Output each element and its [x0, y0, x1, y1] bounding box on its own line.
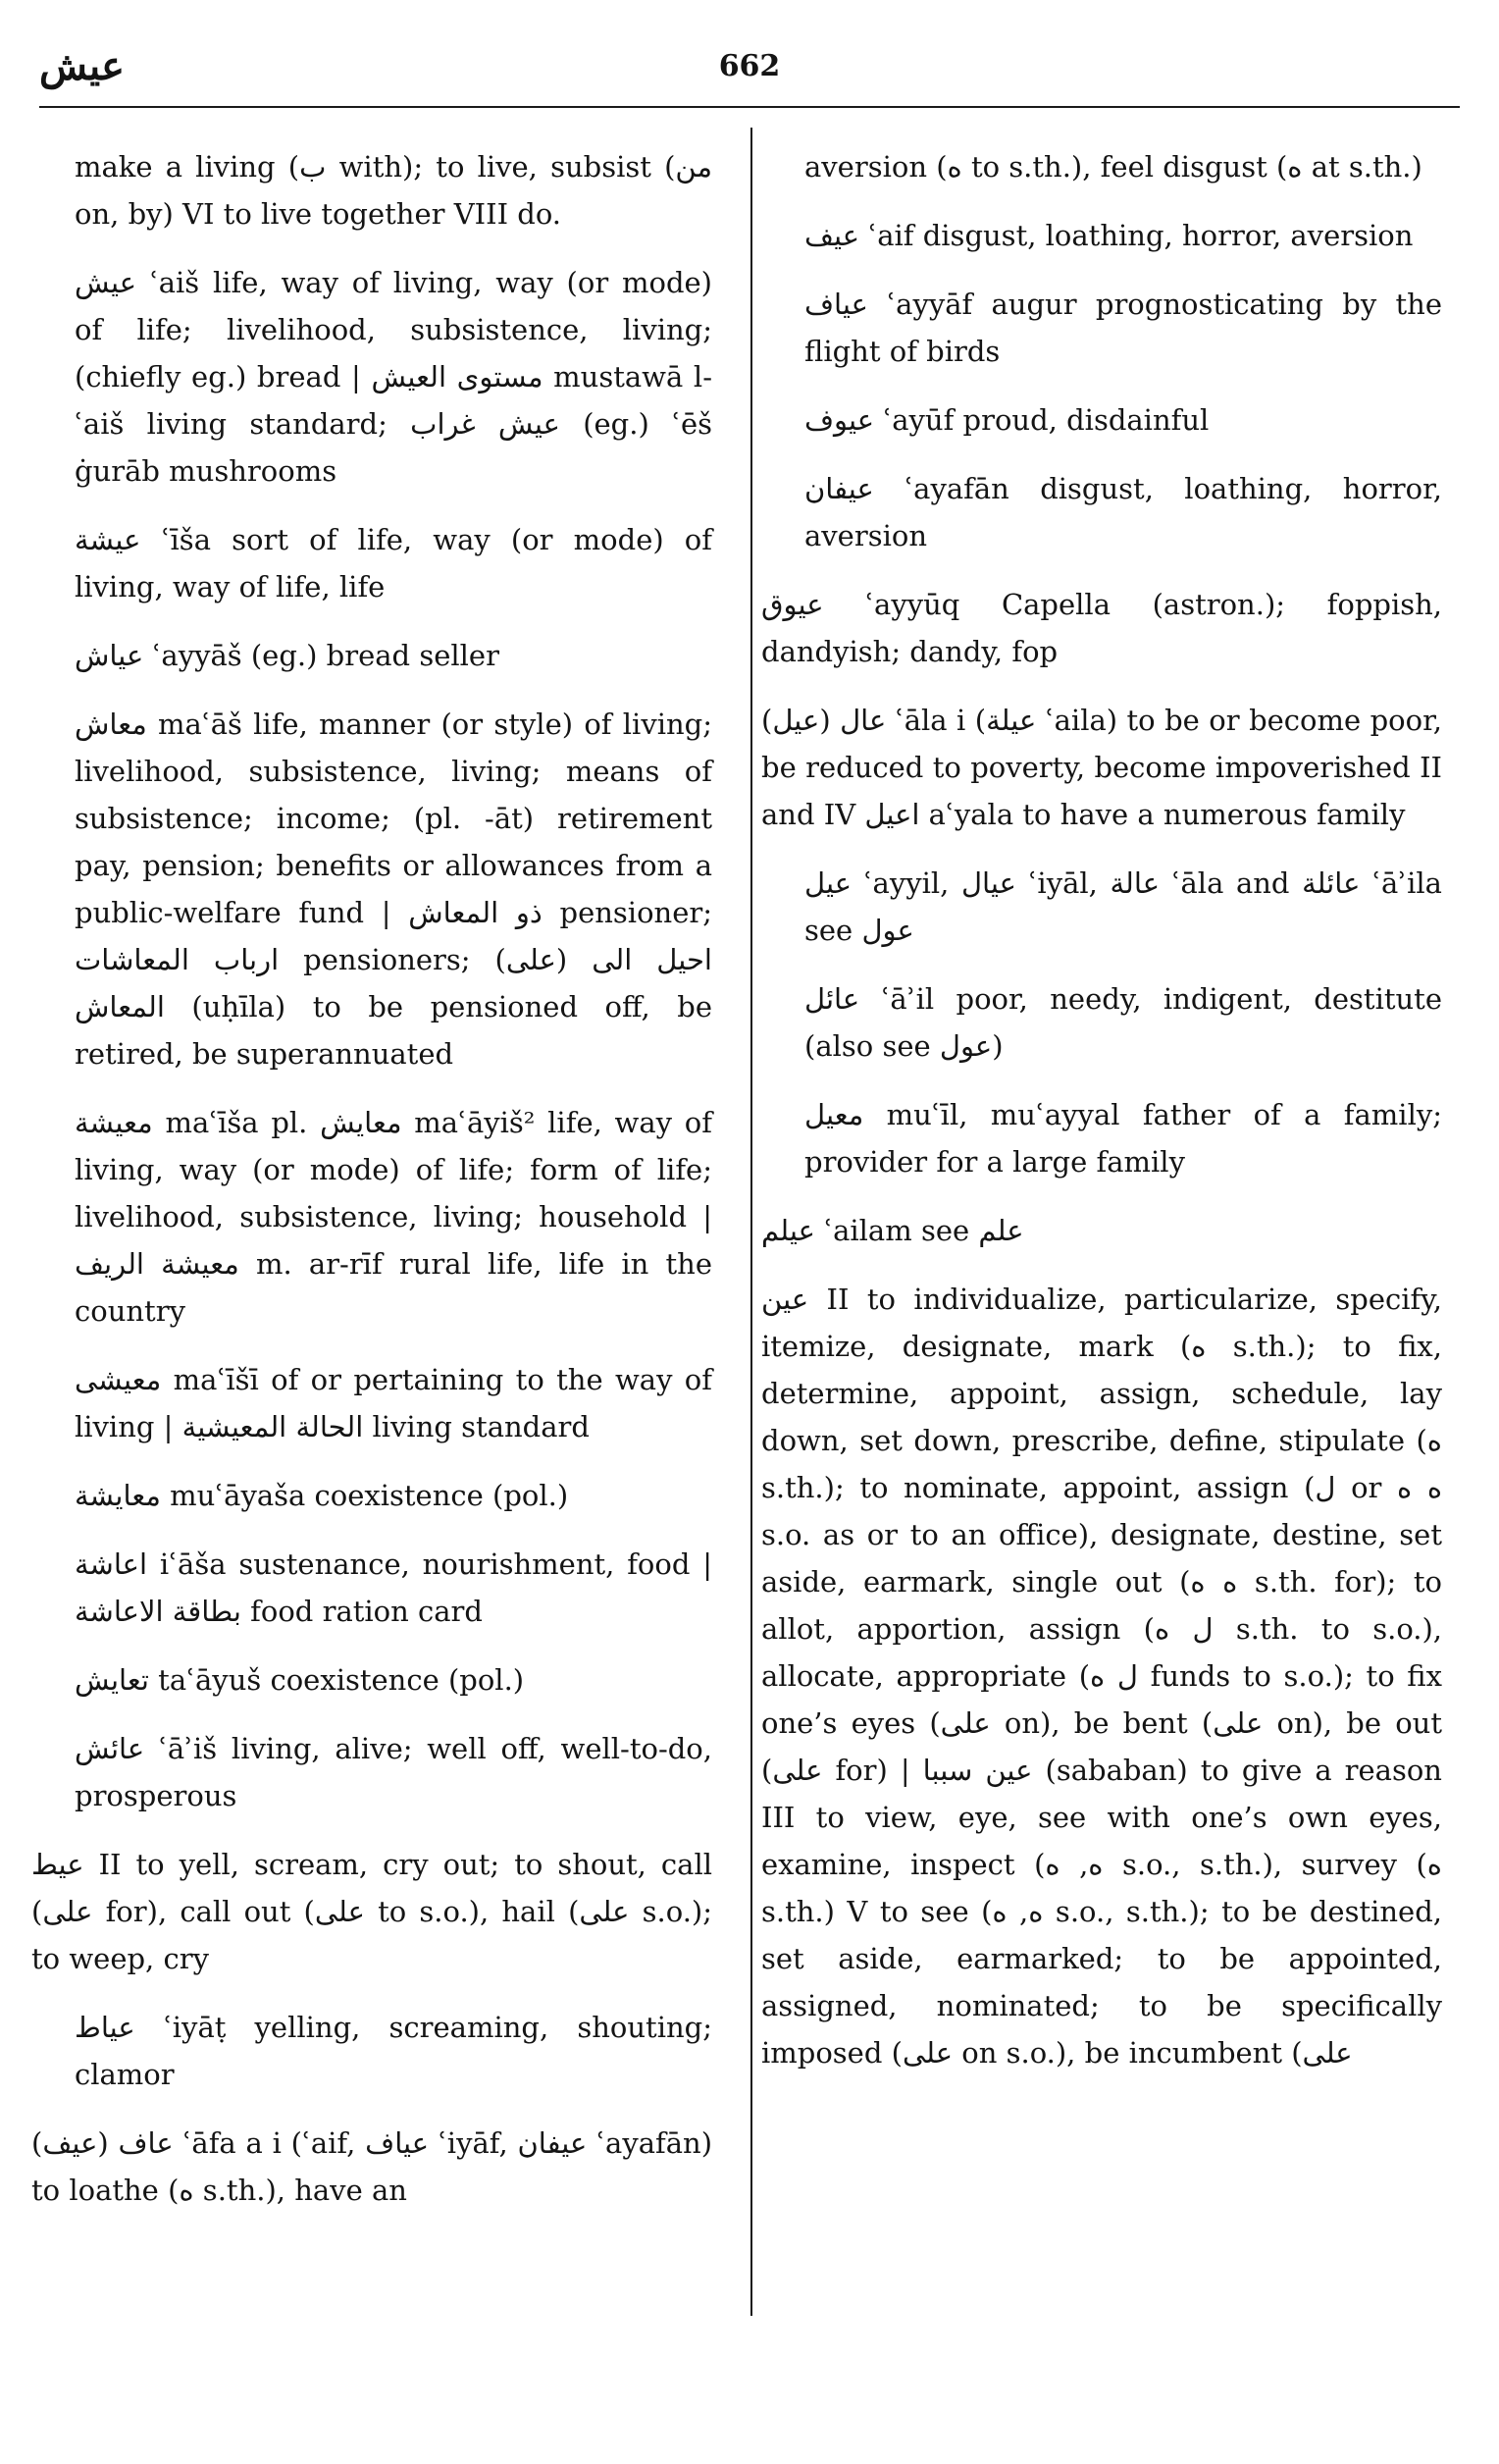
dictionary-entry: عياط ʿiyāṭ yelling, screaming, shouting; clamor	[75, 2011, 712, 2091]
page-header	[39, 43, 1460, 102]
root-entry: عيوق ʿayyūq Capella (astron.); foppish, dandyish; dandy, fop	[761, 588, 1442, 668]
root-entry: عاف (عيف) ʿāfa a i (ʿaif, عياف ʿiyāf, عيفان ʿayafān) to loathe (ه s.th.), have an	[31, 2126, 713, 2207]
root-entry: عيلم ʿailam see علم	[761, 1214, 1024, 1247]
column-divider	[750, 128, 752, 2316]
page-number: 662	[718, 49, 781, 83]
header-rule	[39, 106, 1460, 108]
dictionary-entry: عيفان ʿayafān disgust, loathing, horror, aversion	[804, 472, 1442, 552]
left-column	[31, 143, 713, 2235]
header-headword: عيش	[39, 43, 125, 89]
dictionary-entry: aversion (ه to s.th.), feel disgust (ه at s.th.)	[804, 150, 1422, 183]
dictionary-entry: عياف ʿayyāf augur prognosticating by the flight of birds	[804, 288, 1442, 368]
dictionary-entry: make a living (ب with); to live, subsist (من on, by) VI to live together VIII do.	[75, 150, 712, 231]
dictionary-entry: عيش ʿaiš life, way of living, way (or mode) of life; livelihood, subsistence, living; (chiefly eg.) bread | مستوى العيش mustawā l-ʿaiš living standard; عيش غراب (eg.) ʿēš ġurāb mushrooms	[75, 266, 712, 488]
dictionary-entry: عيل ʿayyil, عيال ʿiyāl, عالة ʿāla and عائلة ʿāʾila see عول	[804, 866, 1442, 947]
dictionary-entry: عائش ʿāʾiš living, alive; well off, well-to-do, prosperous	[75, 1732, 712, 1812]
root-entry: عيط II to yell, scream, cry out; to shout, call (على for), call out (على to s.o.), hail (على s.o.); to weep, cry	[31, 1848, 712, 1975]
dictionary-entry: معيشة maʿīša pl. معايش maʿāyiš² life, way of living, way (or mode) of life; form of life; livelihood, subsistence, living; household | معيشة الريف m. ar-rīf rural life, life in the country	[75, 1106, 712, 1328]
right-column	[761, 143, 1443, 2098]
dictionary-entry: عيوف ʿayūf proud, disdainful	[804, 403, 1210, 437]
dictionary-entry: معايشة muʿāyaša coexistence (pol.)	[75, 1479, 569, 1512]
root-entry: عين II to individualize, particularize, specify, itemize, designate, mark (ه s.th.); to fix, determine, appoint, assign, schedule, lay down, set down, prescribe, define, stipulate (ه s.th.); to nominate, appoint, assign (ل or ه ه s.o. as or to an office), designate, destine, set aside, earmark, single out (ه ه s.th. for); to allot, apportion, assign (ل ه s.th. to s.o.), allocate, appropriate (ل ه funds to s.o.); to fix one’s eyes (على on), be bent (على on), be out (على for) | عين سببا (sababan) to give a reason III to view, eye, see with one’s own eyes, examine, inspect (ه, ه s.o., s.th.), survey (ه s.th.) V to see (ه, ه s.o., s.th.); to be destined, set aside, earmarked; to be appointed, assigned, nominated; to be specifically imposed (على on s.o.), be incumbent (على	[761, 1283, 1443, 2070]
dictionary-entry: عيشة ʿīša sort of life, way (or mode) of living, way of life, life	[75, 523, 712, 603]
dictionary-entry: معاش maʿāš life, manner (or style) of living; livelihood, subsistence, living; means of subsistence; income; (pl. -āt) retirement pay, pension; benefits or allowances from a public-welfare fund | ذو المعاش pensioner; ارباب المعاشات pensioners; احيل الى (على) المعاش (uḥīla) to be pensioned off, be retired, be superannuated	[75, 708, 713, 1071]
dictionary-entry: معيشى maʿīšī of or pertaining to the way of living | الحالة المعيشية living standard	[75, 1363, 712, 1443]
dictionary-entry: عيف ʿaif disgust, loathing, horror, aversion	[804, 219, 1414, 252]
root-entry: عال (عيل) ʿāla i (عيلة ʿaila) to be or become poor, be reduced to poverty, become impoverished II and IV اعيل aʿyala to have a numerous family	[761, 704, 1442, 831]
dictionary-entry: عائل ʿāʾil poor, needy, indigent, destitute (also see عول)	[804, 982, 1442, 1063]
dictionary-entry: تعايش taʿāyuš coexistence (pol.)	[75, 1663, 525, 1697]
dictionary-entry: معيل muʿīl, muʿayyal father of a family; provider for a large family	[804, 1098, 1442, 1179]
dictionary-entry: اعاشة iʿāša sustenance, nourishment, food | بطاقة الاعاشة food ration card	[75, 1547, 712, 1628]
dictionary-entry: عياش ʿayyāš (eg.) bread seller	[75, 639, 499, 672]
